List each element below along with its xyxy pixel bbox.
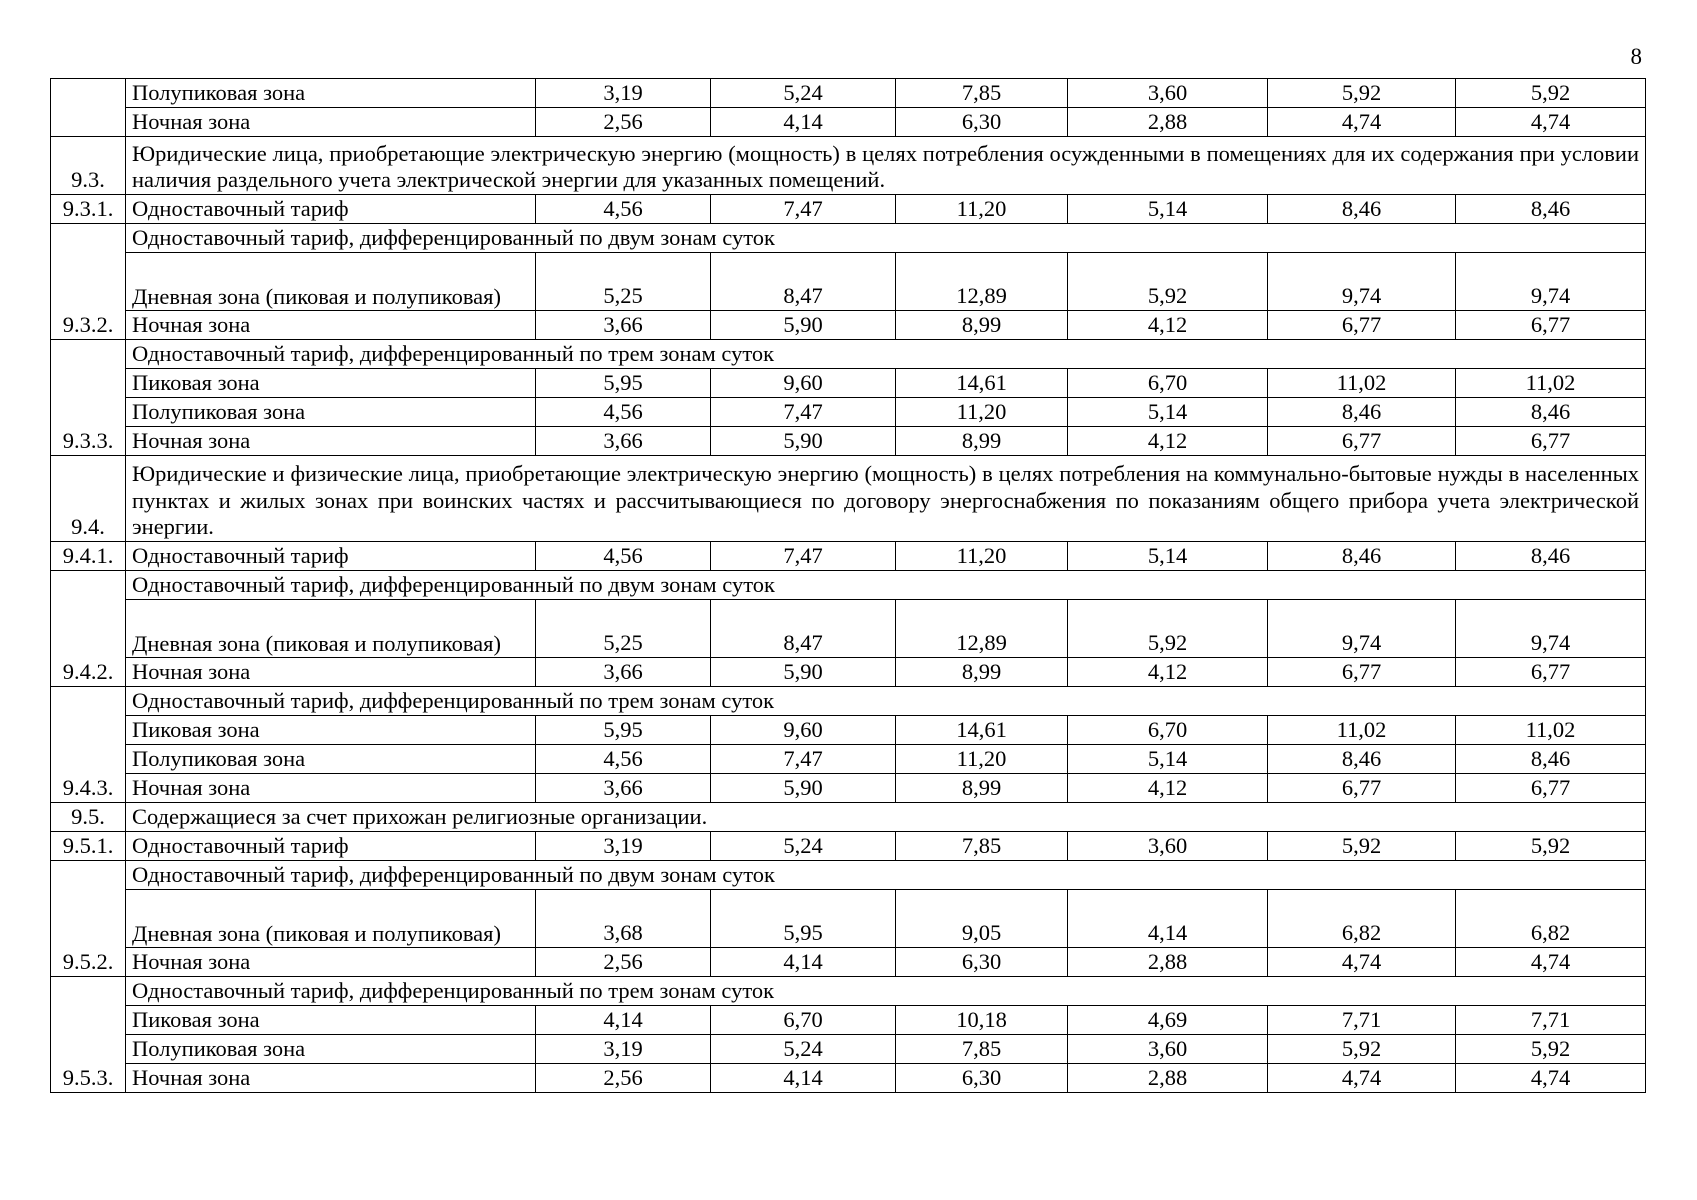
row-label: Полупиковая зона: [126, 1035, 536, 1064]
tariff-value: 6,82: [1456, 890, 1646, 948]
row-label: Полупиковая зона: [126, 745, 536, 774]
table-row: [51, 340, 1646, 369]
row-label: Ночная зона: [126, 311, 536, 340]
section-title: Содержащиеся за счет прихожан религиозные организации.: [126, 803, 1646, 832]
table-row: [51, 1064, 1646, 1093]
tariff-value: 8,46: [1456, 398, 1646, 427]
tariff-value: 5,92: [1268, 1035, 1456, 1064]
tariff-value: 5,25: [536, 253, 711, 311]
table-row: [51, 745, 1646, 774]
tariff-value: 4,74: [1268, 948, 1456, 977]
tariff-value: 5,90: [711, 427, 896, 456]
tariff-value: 6,70: [1068, 369, 1268, 398]
tariff-value: 6,70: [1068, 716, 1268, 745]
tariff-value: 4,56: [536, 745, 711, 774]
tariff-value: 3,66: [536, 774, 711, 803]
tariff-value: 10,18: [896, 1006, 1068, 1035]
tariff-value: 2,56: [536, 1064, 711, 1093]
tariff-value: 8,99: [896, 311, 1068, 340]
table-row: [51, 311, 1646, 340]
tariff-value: 8,99: [896, 427, 1068, 456]
row-label: Ночная зона: [126, 1064, 536, 1093]
subsection-title: Одноставочный тариф, дифференцированный по двум зонам суток: [126, 571, 1646, 600]
tariff-value: 6,77: [1268, 658, 1456, 687]
tariff-value: 5,95: [711, 890, 896, 948]
row-label: Одноставочный тариф: [126, 542, 536, 571]
table-row: [51, 398, 1646, 427]
row-code: 9.4.: [51, 456, 126, 542]
table-row: [51, 600, 1646, 658]
tariff-value: 4,56: [536, 542, 711, 571]
row-label: Полупиковая зона: [126, 398, 536, 427]
tariff-value: 12,89: [896, 253, 1068, 311]
tariff-value: 6,77: [1268, 774, 1456, 803]
tariff-value: 2,88: [1068, 108, 1268, 137]
tariff-value: 3,66: [536, 658, 711, 687]
subsection-title: Одноставочный тариф, дифференцированный по трем зонам суток: [126, 687, 1646, 716]
tariff-value: 4,12: [1068, 774, 1268, 803]
row-label: Ночная зона: [126, 658, 536, 687]
tariff-value: 5,25: [536, 600, 711, 658]
table-row: [51, 687, 1646, 716]
tariff-value: 14,61: [896, 369, 1068, 398]
tariff-value: 4,74: [1456, 948, 1646, 977]
tariff-value: 8,47: [711, 600, 896, 658]
tariff-value: 6,30: [896, 948, 1068, 977]
tariff-value: 9,74: [1268, 253, 1456, 311]
row-code: 9.4.3.: [51, 687, 126, 803]
tariff-value: 9,74: [1456, 253, 1646, 311]
table-row: [51, 861, 1646, 890]
tariff-value: 3,60: [1068, 1035, 1268, 1064]
table-row: [51, 79, 1646, 108]
row-label: Дневная зона (пиковая и полупиковая): [126, 890, 536, 948]
tariff-value: 4,12: [1068, 311, 1268, 340]
page-number: 8: [1630, 44, 1642, 69]
tariff-value: 4,74: [1456, 108, 1646, 137]
table-row: [51, 948, 1646, 977]
tariff-value: 7,85: [896, 832, 1068, 861]
tariff-value: 5,95: [536, 369, 711, 398]
tariff-value: 5,14: [1068, 398, 1268, 427]
tariff-value: 11,02: [1456, 716, 1646, 745]
tariff-value: 9,60: [711, 716, 896, 745]
table-row: [51, 658, 1646, 687]
table-row: [51, 1035, 1646, 1064]
tariff-value: 2,56: [536, 108, 711, 137]
tariff-value: 6,77: [1456, 311, 1646, 340]
row-label: Ночная зона: [126, 948, 536, 977]
tariff-value: 6,30: [896, 1064, 1068, 1093]
tariff-value: 5,14: [1068, 745, 1268, 774]
tariff-value: 5,24: [711, 79, 896, 108]
tariff-value: 8,47: [711, 253, 896, 311]
tariff-value: 11,20: [896, 398, 1068, 427]
table-row: [51, 137, 1646, 195]
section-title: Юридические и физические лица, приобретающие электрическую энергию (мощность) в целях потребления на коммунально-бытовые нужды в населенных пунктах и жилых зонах при воинских частях и рассчитывающиеся по договору энергоснабжения по показаниям общего прибора учета электрической энергии.: [126, 456, 1646, 542]
tariff-value: 4,14: [1068, 890, 1268, 948]
row-label: Ночная зона: [126, 774, 536, 803]
tariff-value: 5,92: [1456, 79, 1646, 108]
subsection-title: Одноставочный тариф, дифференцированный по трем зонам суток: [126, 340, 1646, 369]
tariff-value: 7,85: [896, 79, 1068, 108]
tariff-value: 7,47: [711, 195, 896, 224]
tariff-value: 5,92: [1456, 1035, 1646, 1064]
tariff-value: 2,88: [1068, 948, 1268, 977]
table-row: [51, 369, 1646, 398]
table-row: [51, 977, 1646, 1006]
tariff-value: 3,19: [536, 1035, 711, 1064]
tariff-value: 7,47: [711, 542, 896, 571]
row-label: Пиковая зона: [126, 369, 536, 398]
tariff-value: 4,14: [711, 1064, 896, 1093]
table-row: [51, 456, 1646, 542]
tariff-value: 11,20: [896, 745, 1068, 774]
tariff-value: 4,56: [536, 398, 711, 427]
tariff-value: 11,20: [896, 195, 1068, 224]
tariff-value: 2,88: [1068, 1064, 1268, 1093]
tariff-table: [50, 78, 1646, 1093]
row-code: 9.5.: [51, 803, 126, 832]
tariff-value: 9,74: [1268, 600, 1456, 658]
row-label: Пиковая зона: [126, 716, 536, 745]
table-row: [51, 253, 1646, 311]
tariff-value: 3,60: [1068, 832, 1268, 861]
tariff-value: 3,68: [536, 890, 711, 948]
tariff-value: 4,14: [536, 1006, 711, 1035]
tariff-value: 5,92: [1456, 832, 1646, 861]
row-code: 9.3.2.: [51, 224, 126, 340]
tariff-value: 8,46: [1268, 745, 1456, 774]
row-code: 9.3.3.: [51, 340, 126, 456]
tariff-value: 3,19: [536, 832, 711, 861]
row-code: 9.3.1.: [51, 195, 126, 224]
table-row: [51, 427, 1646, 456]
tariff-value: 4,12: [1068, 658, 1268, 687]
table-row: [51, 803, 1646, 832]
row-label: Пиковая зона: [126, 1006, 536, 1035]
tariff-value: 4,14: [711, 948, 896, 977]
row-label: Дневная зона (пиковая и полупиковая): [126, 253, 536, 311]
row-label: Дневная зона (пиковая и полупиковая): [126, 600, 536, 658]
tariff-value: 7,71: [1268, 1006, 1456, 1035]
row-code: 9.5.2.: [51, 861, 126, 977]
tariff-value: 5,92: [1068, 600, 1268, 658]
table-row: [51, 774, 1646, 803]
tariff-value: 11,02: [1268, 716, 1456, 745]
tariff-value: 2,56: [536, 948, 711, 977]
tariff-value: 3,66: [536, 311, 711, 340]
tariff-value: 4,74: [1268, 1064, 1456, 1093]
table-row: [51, 108, 1646, 137]
tariff-value: 5,90: [711, 774, 896, 803]
table-row: [51, 716, 1646, 745]
tariff-value: 8,99: [896, 658, 1068, 687]
tariff-value: 4,56: [536, 195, 711, 224]
tariff-value: 6,70: [711, 1006, 896, 1035]
tariff-value: 7,47: [711, 745, 896, 774]
tariff-value: 14,61: [896, 716, 1068, 745]
tariff-value: 5,14: [1068, 195, 1268, 224]
tariff-value: 3,60: [1068, 79, 1268, 108]
table-row: [51, 890, 1646, 948]
tariff-value: 6,77: [1456, 658, 1646, 687]
tariff-value: 7,85: [896, 1035, 1068, 1064]
tariff-value: 9,60: [711, 369, 896, 398]
row-label: Одноставочный тариф: [126, 195, 536, 224]
tariff-value: 6,77: [1456, 774, 1646, 803]
row-label: Полупиковая зона: [126, 79, 536, 108]
table-row: [51, 542, 1646, 571]
subsection-title: Одноставочный тариф, дифференцированный по двум зонам суток: [126, 224, 1646, 253]
tariff-value: 6,82: [1268, 890, 1456, 948]
row-code: 9.4.1.: [51, 542, 126, 571]
subsection-title: Одноставочный тариф, дифференцированный по двум зонам суток: [126, 861, 1646, 890]
tariff-value: 4,74: [1268, 108, 1456, 137]
tariff-value: 9,05: [896, 890, 1068, 948]
tariff-value: 5,24: [711, 832, 896, 861]
tariff-value: 3,66: [536, 427, 711, 456]
table-row: [51, 224, 1646, 253]
tariff-value: 11,02: [1456, 369, 1646, 398]
table-row: [51, 1006, 1646, 1035]
row-code: 9.4.2.: [51, 571, 126, 687]
tariff-value: 8,46: [1456, 542, 1646, 571]
tariff-value: 6,77: [1456, 427, 1646, 456]
tariff-value: 5,92: [1068, 253, 1268, 311]
tariff-value: 8,99: [896, 774, 1068, 803]
tariff-value: 4,14: [711, 108, 896, 137]
subsection-title: Одноставочный тариф, дифференцированный по трем зонам суток: [126, 977, 1646, 1006]
table-row: [51, 571, 1646, 600]
row-label: Ночная зона: [126, 427, 536, 456]
tariff-value: 8,46: [1456, 745, 1646, 774]
tariff-value: 5,90: [711, 658, 896, 687]
tariff-value: 4,69: [1068, 1006, 1268, 1035]
tariff-value: 5,92: [1268, 832, 1456, 861]
table-row: [51, 195, 1646, 224]
tariff-value: 7,71: [1456, 1006, 1646, 1035]
tariff-value: 6,77: [1268, 427, 1456, 456]
tariff-value: 8,46: [1268, 542, 1456, 571]
tariff-value: 5,90: [711, 311, 896, 340]
tariff-value: 8,46: [1456, 195, 1646, 224]
tariff-value: 4,12: [1068, 427, 1268, 456]
section-title: Юридические лица, приобретающие электрическую энергию (мощность) в целях потребления осужденными в помещениях для их содержания при условии наличия раздельного учета электрической энергии для указанных помещений.: [126, 137, 1646, 195]
row-code: 9.3.: [51, 137, 126, 195]
tariff-value: 8,46: [1268, 398, 1456, 427]
tariff-value: 5,24: [711, 1035, 896, 1064]
row-code: [51, 79, 126, 137]
table-row: [51, 832, 1646, 861]
tariff-value: 6,77: [1268, 311, 1456, 340]
tariff-value: 11,20: [896, 542, 1068, 571]
tariff-value: 5,92: [1268, 79, 1456, 108]
tariff-value: 12,89: [896, 600, 1068, 658]
tariff-value: 5,14: [1068, 542, 1268, 571]
row-code: 9.5.1.: [51, 832, 126, 861]
row-label: Ночная зона: [126, 108, 536, 137]
tariff-value: 6,30: [896, 108, 1068, 137]
tariff-value: 3,19: [536, 79, 711, 108]
tariff-value: 5,95: [536, 716, 711, 745]
tariff-value: 11,02: [1268, 369, 1456, 398]
row-code: 9.5.3.: [51, 977, 126, 1093]
row-label: Одноставочный тариф: [126, 832, 536, 861]
tariff-value: 9,74: [1456, 600, 1646, 658]
tariff-value: 7,47: [711, 398, 896, 427]
tariff-value: 4,74: [1456, 1064, 1646, 1093]
tariff-value: 8,46: [1268, 195, 1456, 224]
